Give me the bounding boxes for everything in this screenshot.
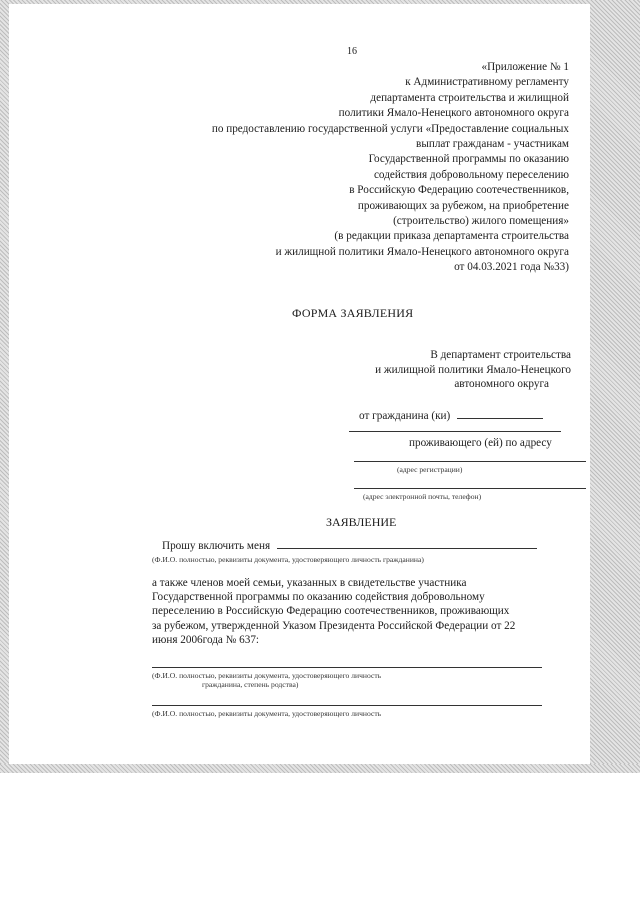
appendix-line: проживающих за рубежом, на приобретение: [357, 199, 569, 212]
contact-info-field[interactable]: [354, 488, 586, 489]
paragraph-line: за рубежом, утвержденной Указом Президента Российской Федерации от 22: [152, 619, 516, 632]
appendix-line: и жилищной политики Ямало-Ненецкого автономного округа: [275, 245, 569, 258]
paragraph-line: июня 2006года № 637:: [152, 633, 260, 646]
family-member-1-field[interactable]: [152, 667, 542, 668]
applicant-details-field[interactable]: [277, 539, 537, 549]
paragraph-line: Государственной программы по оказанию содействия добровольному: [152, 591, 485, 604]
addressee-line: и жилищной политики Ямало-Ненецкого: [375, 363, 571, 376]
appendix-line: к Административному регламенту: [405, 76, 569, 89]
appendix-line: департамента строительства и жилищной: [370, 91, 569, 104]
addressee-line: В департамент строительства: [430, 349, 571, 361]
from-applicant-row: [359, 409, 543, 422]
appendix-line: Государственной программы по оказанию: [368, 153, 569, 166]
include-me-label: Прошу включить меня: [162, 540, 271, 552]
registration-address-caption: (адрес регистрации): [397, 465, 463, 474]
form-title: ФОРМА ЗАЯВЛЕНИЯ: [292, 306, 414, 320]
include-me-row: [162, 539, 537, 552]
appendix-line: по предоставлению государственной услуги «Предоставление социальных: [211, 122, 569, 135]
appendix-line: (в редакции приказа департамента строительства: [334, 230, 569, 243]
blank-area: [0, 773, 640, 905]
caption-line: гражданина, степень родства): [202, 680, 299, 689]
registration-address-field[interactable]: [354, 461, 586, 462]
family-members-paragraph: [152, 576, 570, 647]
scan-border-right: [590, 0, 640, 772]
paragraph-line: переселению в Российскую Федерацию соотечественников, проживающих: [152, 605, 510, 618]
document-page: [9, 4, 590, 764]
appendix-header: [159, 60, 569, 276]
applicant-details-caption: (Ф.И.О. полностью, реквизиты документа, удостоверяющего личность гражданина): [152, 555, 424, 564]
family-member-2-caption: (Ф.И.О. полностью, реквизиты документа, удостоверяющего личность: [152, 709, 382, 718]
appendix-line: политики Ямало-Ненецкого автономного округа: [338, 107, 569, 120]
appendix-line: выплат гражданам - участникам: [416, 138, 569, 151]
page-number: 16: [347, 46, 357, 57]
appendix-line: в Российскую Федерацию соотечественников,: [349, 184, 569, 197]
appendix-line: содействия добровольному переселению: [373, 168, 569, 181]
statement-title: ЗАЯВЛЕНИЕ: [326, 515, 397, 529]
addressee-block: [309, 348, 571, 392]
caption-line: (Ф.И.О. полностью, реквизиты документа, удостоверяющего личность: [152, 671, 382, 680]
paragraph-line: а также членов моей семьи, указанных в свидетельстве участника: [152, 577, 467, 589]
appendix-line: от 04.03.2021 года №33): [454, 261, 569, 274]
appendix-line: «Приложение № 1: [481, 61, 569, 73]
scan-border-bottom: [0, 764, 640, 773]
appendix-line: (строительство) жилого помещения»: [393, 215, 569, 228]
applicant-name-field-line2[interactable]: [349, 431, 561, 432]
family-member-1-caption: [152, 671, 381, 689]
family-member-2-field[interactable]: [152, 705, 542, 706]
residing-address-label: проживающего (ей) по адресу: [409, 437, 552, 449]
applicant-name-field[interactable]: [457, 409, 543, 419]
scan-border-left: [0, 0, 9, 772]
contact-info-caption: (адрес электронной почты, телефон): [363, 492, 482, 501]
from-applicant-label: от гражданина (ки): [359, 410, 451, 422]
addressee-line: автономного округа: [454, 378, 549, 390]
